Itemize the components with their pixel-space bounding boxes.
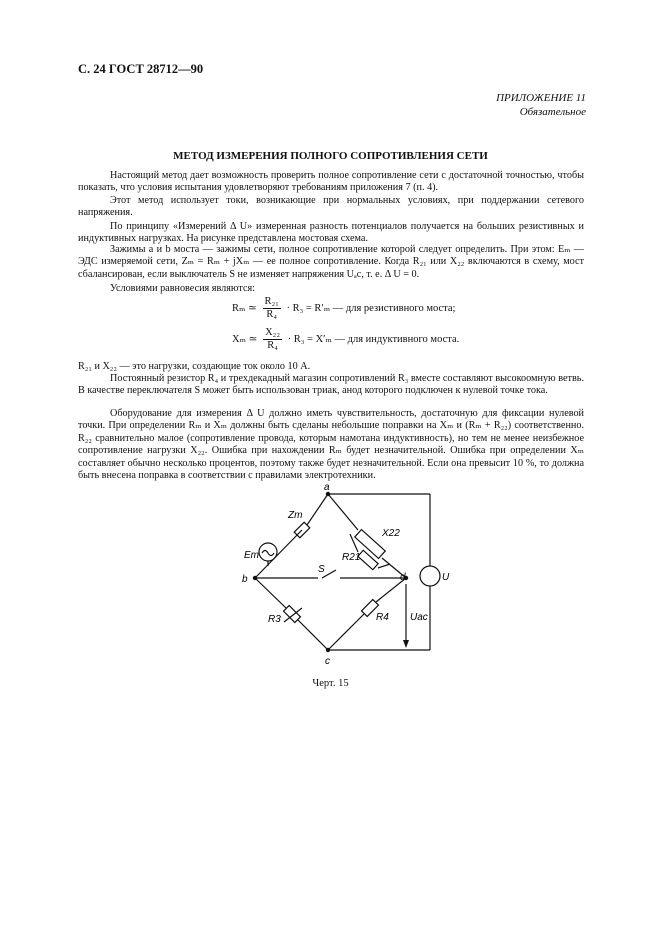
label-r21: R21 [342, 552, 361, 563]
formula-2-rhs: · R₃ = X′ₘ — для индуктивного моста. [287, 333, 460, 345]
formula-inductive [232, 327, 459, 352]
appendix-label [496, 91, 586, 119]
wire-zm-a [307, 494, 328, 525]
paragraph-6: R₂₁ и X₂₂ — это нагрузки, создающие ток около 10 А. [78, 361, 311, 372]
label-em: Em [244, 550, 259, 561]
label-s: S [318, 564, 325, 575]
label-zm: Zm [288, 510, 303, 521]
formula-1-lhs: Rₘ ≃ [232, 302, 257, 314]
appendix-status: Обязательное [519, 106, 586, 118]
section-title: МЕТОД ИЗМЕРЕНИЯ ПОЛНОГО СОПРОТИВЛЕНИЯ СЕТИ [173, 150, 488, 162]
label-u: U [442, 572, 450, 583]
wire-r3-c [298, 620, 328, 650]
figure-caption: Черт. 15 [312, 678, 349, 689]
wire-b-r3 [255, 578, 286, 608]
page-header: С. 24 ГОСТ 28712—90 [78, 62, 204, 76]
formula-2-lhs: Xₘ ≃ [232, 333, 258, 345]
formula-resistive [232, 296, 455, 321]
paragraph-8: Оборудование для измерения Δ U должно иметь чувствительность, достаточную для фиксации нулевой точки. При определении Rₘ и Xₘ должны быть сделаны небольшие поправки на Xₘ и (Rₘ + R₂₂) соответственно. R₂₂ сравнительно малое (сопротивление провода, которым намотана индуктивность), но тем не менее неизбежное сопротивление нагрузки X₂₂. Ошибка при нахождении Rₘ будет незначительной. Ошибка при определении Xₘ составляет обычно несколько процентов, поэтому также будет незначительной. Если она превысит 10 %, то должна быть внесена поправка в соответствии с правилами электротехники. [78, 408, 584, 482]
formula-1-fraction [263, 296, 281, 321]
formula-1-rhs: · R₃ = R′ₘ — для резистивного моста; [286, 302, 456, 314]
label-a: a [324, 482, 330, 493]
paragraph-5: Условиями равновесия являются: [110, 283, 256, 294]
formula-2-fraction [263, 327, 282, 352]
uac-arrowhead [403, 640, 409, 648]
wire-a-branch [328, 494, 358, 530]
label-d: d [400, 572, 406, 583]
label-c: c [325, 656, 330, 667]
wire-b-zm [255, 530, 302, 578]
em-sine [262, 551, 274, 556]
paragraph-4: Зажимы a и b моста — зажимы сети, полное сопротивление которой следует определить. При этом: Eₘ — ЭДС измеряемой сети, Zₘ = Rₘ + jXₘ — ее полное сопротивление. Когда R₂₁ или X₂₂ включаются в схему, мост сбалансирован, если выключатель S не изменяет напряжения Uₐc, т. е. Δ U = 0. [78, 244, 584, 280]
paragraph-2: Этот метод использует токи, возникающие при нормальных условиях, при поддержании сетевого напряжения. [78, 195, 584, 219]
formula-1-denominator: R₄ [266, 309, 277, 320]
label-r4: R4 [376, 612, 389, 623]
wire-c-r4 [328, 614, 364, 650]
node-c [326, 648, 330, 652]
wire-r21-top [350, 534, 358, 552]
paragraph-7: Постоянный резистор R₄ и трехдекадный магазин сопротивлений R₃ вместе составляют высокоомную ветвь. В качестве переключателя S может быть использован триак, анод которого подключен к нулевой точке тока. [78, 373, 584, 397]
paragraph-1: Настоящий метод дает возможность проверить полное сопротивление сети с достаточной точностью, чтобы показать, что условия испытания удовлетворяют требованиям приложения 7 (п. 4). [78, 170, 584, 194]
label-uac: Uac [410, 612, 428, 623]
formula-1-numerator: R₂₁ [264, 296, 279, 307]
paragraph-3: По принципу «Измерений Δ U» измеренная разность потенциалов получается на больших резистивных и индуктивных нагрузках. На рисунке представлена мостовая схема. [78, 221, 584, 245]
voltmeter-u [420, 566, 440, 586]
formula-2-numerator: X₂₂ [265, 327, 280, 338]
node-b [253, 576, 257, 580]
appendix-title: ПРИЛОЖЕНИЕ 11 [496, 92, 586, 104]
bridge-circuit-diagram [230, 482, 450, 670]
label-r3: R3 [268, 614, 281, 625]
wire-r21-bottom [378, 564, 390, 568]
r21-resistor [358, 550, 378, 569]
formula-2-denominator: R₄ [267, 340, 278, 351]
label-b: b [242, 574, 248, 585]
label-x22: X22 [382, 528, 400, 539]
